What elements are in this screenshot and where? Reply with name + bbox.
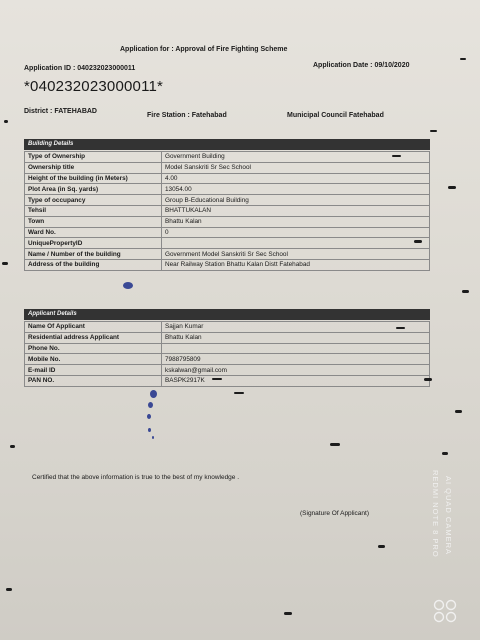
row-label: Address of the building: [25, 259, 162, 270]
table-row: [25, 249, 430, 260]
table-row: [25, 332, 430, 343]
speck-mark: [424, 378, 432, 381]
row-value: 4.00: [162, 173, 430, 184]
row-label: UniquePropertyID: [25, 238, 162, 249]
row-label: Name / Number of the building: [25, 249, 162, 260]
building-details-heading: Building Details: [24, 139, 430, 150]
row-value: Group B-Educational Building: [162, 195, 430, 206]
watermark-line-1: REDMI NOTE 8 PRO: [431, 470, 440, 558]
row-label: Residential address Applicant: [25, 332, 162, 343]
document-title: Application for : Approval of Fire Fighting Scheme: [120, 46, 288, 53]
table-row: [25, 227, 430, 238]
speck-mark: [414, 240, 422, 243]
row-label: Plot Area (in Sq. yards): [25, 184, 162, 195]
table-row: [25, 152, 430, 163]
speck-mark: [6, 588, 12, 591]
speck-mark: [442, 452, 448, 455]
application-id: Application ID : 040232023000011: [24, 65, 136, 72]
row-value: Model Sanskriti Sr Sec School: [162, 162, 430, 173]
row-value: kskalwan@gmail.com: [162, 365, 430, 376]
row-value: 0: [162, 227, 430, 238]
row-value: BHATTUKALAN: [162, 205, 430, 216]
row-label: Height of the building (in Meters): [25, 173, 162, 184]
row-label: E-mail ID: [25, 365, 162, 376]
row-value: Government Building: [162, 152, 430, 163]
table-row: [25, 365, 430, 376]
row-value: Bhattu Kalan: [162, 216, 430, 227]
camera-lens-icon: [432, 598, 458, 624]
speck-mark: [392, 155, 401, 157]
speck-mark: [460, 58, 466, 60]
table-row: [25, 205, 430, 216]
row-value: Bhattu Kalan: [162, 332, 430, 343]
speck-mark: [330, 443, 340, 446]
row-value: [162, 238, 430, 249]
ink-blot: [147, 414, 151, 419]
barcode-text: *040232023000011*: [24, 78, 164, 95]
speck-mark: [448, 186, 456, 189]
row-value: Near Railway Station Bhattu Kalan Distt Fatehabad: [162, 259, 430, 270]
speck-mark: [4, 120, 8, 123]
row-label: Ownership title: [25, 162, 162, 173]
table-row: [25, 354, 430, 365]
speck-mark: [284, 612, 292, 615]
table-row: [25, 259, 430, 270]
row-label: Phone No.: [25, 343, 162, 354]
row-value: [162, 343, 430, 354]
ink-blot: [150, 390, 157, 398]
camera-watermark: [431, 470, 467, 600]
certification-statement: Certified that the above information is true to the best of my knowledge .: [32, 474, 240, 481]
building-details-table: [24, 151, 430, 271]
speck-mark: [396, 327, 405, 329]
row-label: Name Of Applicant: [25, 322, 162, 333]
row-value: 13054.00: [162, 184, 430, 195]
table-row: [25, 343, 430, 354]
speck-mark: [430, 130, 437, 132]
ink-blot: [148, 428, 151, 432]
ink-blot: [123, 282, 133, 289]
row-label: Town: [25, 216, 162, 227]
table-row: [25, 173, 430, 184]
speck-mark: [2, 262, 8, 265]
row-label: PAN NO.: [25, 375, 162, 386]
applicant-details-table: [24, 321, 430, 387]
fire-station: Fire Station : Fatehabad: [147, 112, 227, 119]
row-value: Government Model Sanskriti Sr Sec School: [162, 249, 430, 260]
speck-mark: [234, 392, 244, 394]
ink-blot: [152, 436, 154, 439]
row-value: 7988795809: [162, 354, 430, 365]
table-row: [25, 216, 430, 227]
table-row: [25, 375, 430, 386]
row-value: BASPK2917K: [162, 375, 430, 386]
row-label: Mobile No.: [25, 354, 162, 365]
signature-label: (Signature Of Applicant): [300, 510, 370, 517]
watermark-line-2: AI QUAD CAMERA: [444, 476, 453, 556]
table-row: [25, 184, 430, 195]
municipal-council: Municipal Council Fatehabad: [287, 112, 384, 119]
applicant-details-heading: Applicant Details: [24, 309, 430, 320]
ink-blot: [148, 402, 153, 408]
speck-mark: [462, 290, 469, 293]
speck-mark: [378, 545, 385, 548]
row-label: Type of Ownership: [25, 152, 162, 163]
row-label: Tehsil: [25, 205, 162, 216]
table-row: [25, 195, 430, 206]
table-row: [25, 322, 430, 333]
table-row: [25, 238, 430, 249]
row-value: Sajjan Kumar: [162, 322, 430, 333]
row-label: Type of occupancy: [25, 195, 162, 206]
district: District : FATEHABAD: [24, 108, 97, 115]
speck-mark: [455, 410, 462, 413]
row-label: Ward No.: [25, 227, 162, 238]
speck-mark: [212, 378, 222, 380]
application-date: Application Date : 09/10/2020: [313, 62, 410, 69]
table-row: [25, 162, 430, 173]
speck-mark: [10, 445, 15, 448]
